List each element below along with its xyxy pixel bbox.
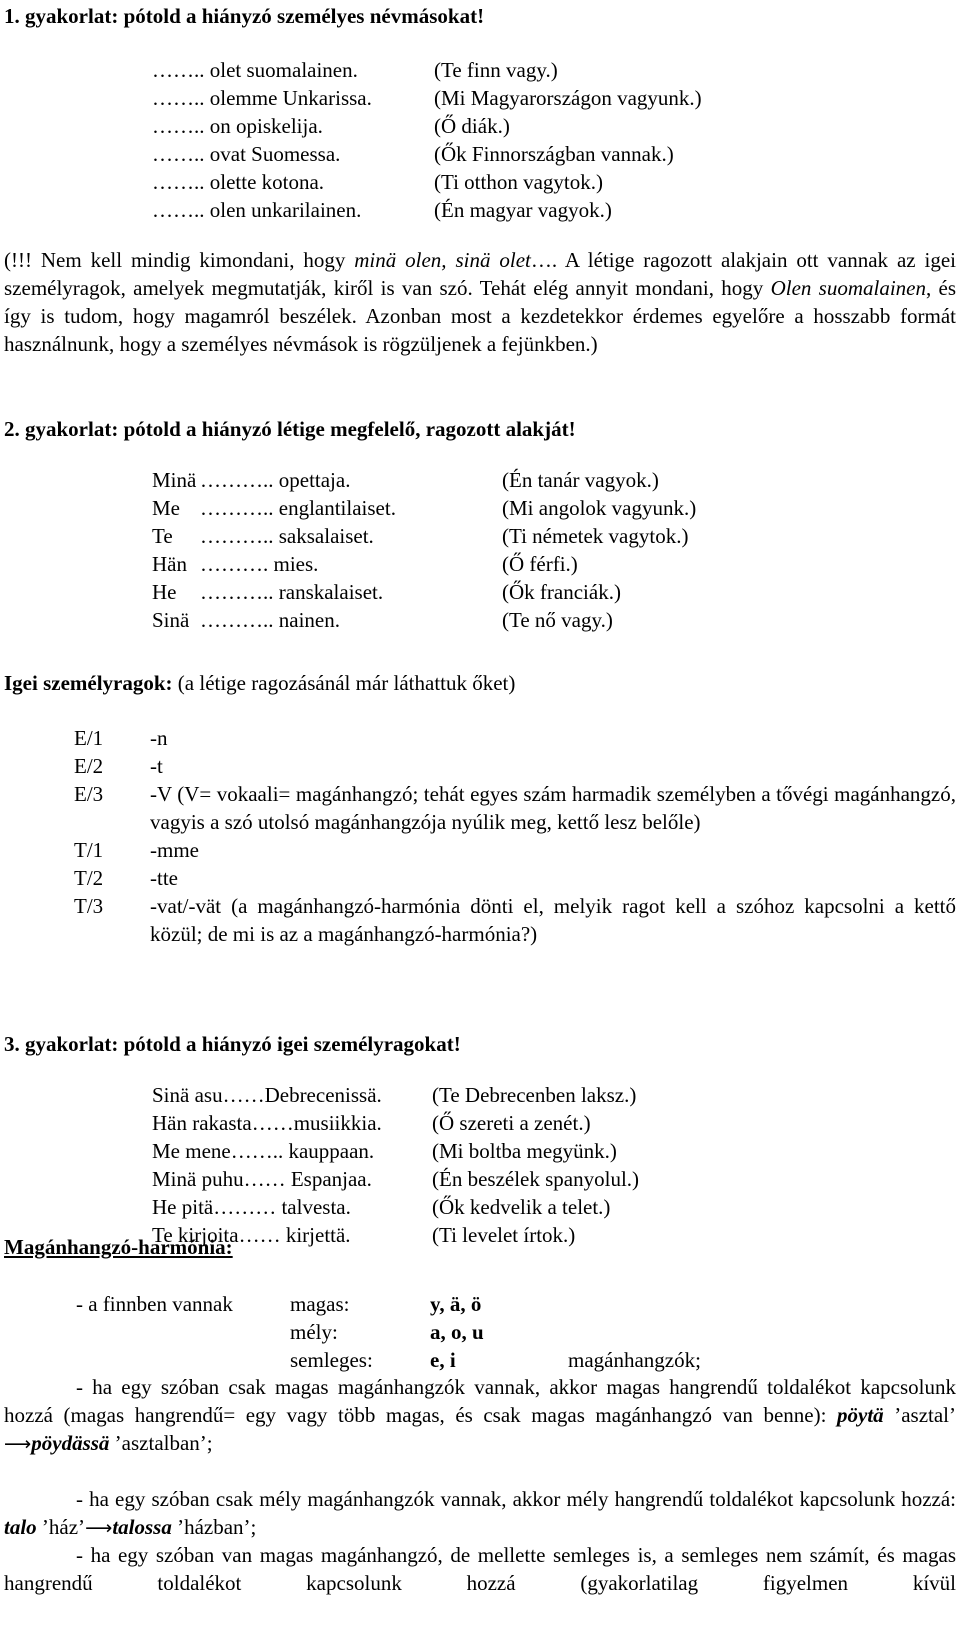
pronoun: Minä <box>152 468 197 492</box>
example-meaning: ’házban’; <box>171 1515 257 1539</box>
table-row <box>152 466 696 494</box>
finnish-sentence: Minä puhu…… Espanjaa. <box>152 1167 372 1191</box>
rule-text: - ha egy szóban van magas magánhangzó, de mellette semleges is, a semleges nem számít, és magas hangrendű toldalékot kapcsolunk hozzá (gyakorlatilag figyelmen kívül <box>4 1543 956 1595</box>
exercise-3-table <box>152 1081 639 1249</box>
table-row <box>152 1109 639 1137</box>
hungarian-translation: (Ti levelet írtok.) <box>432 1223 576 1247</box>
person-label: T/3 <box>74 894 104 918</box>
table-row <box>76 1290 701 1318</box>
hungarian-translation: (Mi boltba megyünk.) <box>432 1139 617 1163</box>
table-row <box>152 1137 639 1165</box>
suffix-value: -mme <box>150 838 199 862</box>
back-vowel-rule <box>4 1485 956 1542</box>
hungarian-translation: (Te Debrecenben laksz.) <box>432 1083 637 1107</box>
pronoun: Me <box>152 496 180 520</box>
vowel-intro: - a finnben vannak <box>76 1292 233 1316</box>
hungarian-translation: (Te nő vagy.) <box>502 608 613 632</box>
table-row <box>152 196 702 224</box>
suffix-value: -n <box>150 726 168 750</box>
example-meaning: ’ház’ <box>36 1515 86 1539</box>
example-word: talo <box>4 1515 37 1539</box>
verb-suffixes-title: Igei személyragok: <box>4 671 173 695</box>
table-row <box>152 606 696 634</box>
arrow-icon: ⟶ <box>4 1433 32 1455</box>
list-item <box>74 892 956 948</box>
verb-suffix-list <box>74 724 956 948</box>
pronoun: Te <box>152 524 173 548</box>
hungarian-translation: (Te finn vagy.) <box>434 58 558 82</box>
hungarian-translation: (Ők kedvelik a telet.) <box>432 1195 611 1219</box>
note-italic-example: minä olen, sinä olet <box>354 248 531 272</box>
finnish-sentence: …….. on opiskelija. <box>152 114 323 138</box>
list-item <box>74 864 956 892</box>
hungarian-translation: (Én tanár vagyok.) <box>502 468 659 492</box>
suffix-value: -vat/-vät (a magánhangzó-harmónia dönti el, melyik ragot kell a szóhoz kapcsolni a kettő közül; de mi is az a magánhangzó-harmónia?) <box>150 894 956 946</box>
table-row <box>152 84 702 112</box>
table-row <box>152 522 696 550</box>
vowel-harmony-heading <box>4 1233 233 1261</box>
list-item <box>74 780 956 836</box>
finnish-sentence: Hän rakasta……musiikkia. <box>152 1111 382 1135</box>
vowel-class-label: mély: <box>290 1320 338 1344</box>
person-label: T/1 <box>74 838 104 862</box>
finnish-sentence: Sinä asu……Debrecenissä. <box>152 1083 382 1107</box>
vowel-list: y, ä, ö <box>430 1292 482 1316</box>
table-row <box>76 1346 701 1374</box>
pronoun: Sinä <box>152 608 190 632</box>
gap-sentence: ………. mies. <box>200 552 319 576</box>
vowel-tail <box>568 1318 701 1346</box>
table-row <box>76 1318 701 1346</box>
example-meaning: ’asztalban’; <box>109 1431 213 1455</box>
gap-sentence: ……….. englantilaiset. <box>200 496 396 520</box>
neutral-vowel-rule <box>4 1541 956 1597</box>
list-item <box>74 836 956 864</box>
person-label: E/2 <box>74 754 104 778</box>
person-label: T/2 <box>74 866 104 890</box>
hungarian-translation: (Ti otthon vagytok.) <box>434 170 603 194</box>
vowel-harmony-title: Magánhangzó-harmónia: <box>4 1235 233 1259</box>
verb-suffixes-heading <box>4 669 515 697</box>
hungarian-translation: (Mi Magyarországon vagyunk.) <box>434 86 702 110</box>
vowel-list: a, o, u <box>430 1320 484 1344</box>
hungarian-translation: (Én beszélek spanyolul.) <box>432 1167 640 1191</box>
gap-sentence: ……….. ranskalaiset. <box>200 580 384 604</box>
table-row <box>152 112 702 140</box>
gap-sentence: ……….. opettaja. <box>200 468 351 492</box>
vowel-class-table <box>76 1290 701 1374</box>
finnish-sentence: …….. olemme Unkarissa. <box>152 86 372 110</box>
vowel-list: e, i <box>430 1348 456 1372</box>
exercise-2-heading: 2. gyakorlat: pótold a hiányzó létige megfelelő, ragozott alakját! <box>4 417 576 441</box>
table-row <box>152 494 696 522</box>
hungarian-translation: (Ő szereti a zenét.) <box>432 1111 591 1135</box>
hungarian-translation: (Ők Finnországban vannak.) <box>434 142 674 166</box>
list-item <box>74 724 956 752</box>
finnish-sentence: Te kirjoita…… kirjettä. <box>152 1223 351 1247</box>
table-row <box>152 56 702 84</box>
table-row <box>152 140 702 168</box>
person-label: E/1 <box>74 726 104 750</box>
note-italic-example: Olen suomalainen <box>770 276 926 300</box>
finnish-sentence: …….. olen unkarilainen. <box>152 198 362 222</box>
gap-sentence: ……….. nainen. <box>200 608 340 632</box>
hungarian-translation: (Ő férfi.) <box>502 552 578 576</box>
list-item <box>74 752 956 780</box>
hungarian-translation: (Én magyar vagyok.) <box>434 198 612 222</box>
person-label: E/3 <box>74 782 104 806</box>
note-text: (!!! Nem kell mindig kimondani, hogy <box>4 248 355 272</box>
vowel-tail <box>568 1290 701 1318</box>
table-row <box>152 550 696 578</box>
example-meaning: ’asztal’ <box>883 1403 956 1427</box>
suffix-value: -V (V= vokaali= magánhangzó; tehát egyes szám harmadik személyben a tővégi magánhangzó, vagyis a szó utolsó magánhangzója nyúlik meg, kettő lesz belőle) <box>150 782 956 834</box>
finnish-sentence: He pitä……… talvesta. <box>152 1195 351 1219</box>
hungarian-translation: (Ők franciák.) <box>502 580 621 604</box>
verb-suffixes-subtitle: (a létige ragozásánál már láthattuk őket) <box>172 671 516 695</box>
arrow-icon: ⟶ <box>85 1517 113 1539</box>
finnish-sentence: …….. ovat Suomessa. <box>152 142 341 166</box>
front-vowel-rule <box>4 1373 956 1458</box>
table-row <box>152 1193 639 1221</box>
vowel-class-label: semleges: <box>290 1348 373 1372</box>
exercise-3-heading: 3. gyakorlat: pótold a hiányzó igei személyragokat! <box>4 1032 461 1056</box>
pronoun: Hän <box>152 552 187 576</box>
hungarian-translation: (Ti németek vagytok.) <box>502 524 689 548</box>
vowel-class-label: magas: <box>290 1292 350 1316</box>
exercise-1-table <box>152 56 702 224</box>
rule-text: - ha egy szóban csak mély magánhangzók vannak, akkor mély hangrendű toldalékot kapcsolunk hozzá: <box>76 1487 956 1511</box>
pronoun: He <box>152 580 177 604</box>
finnish-sentence: …….. olet suomalainen. <box>152 58 358 82</box>
table-row <box>152 168 702 196</box>
table-row <box>152 578 696 606</box>
finnish-sentence: Me mene…….. kauppaan. <box>152 1139 375 1163</box>
note-text: …. A létige ragozott alakjain ott vannak az igei személyragok, amelyek megmutatják, kiről is van szó. Tehát elég annyit mondani, hogy <box>4 248 956 300</box>
pronoun-note <box>4 246 956 386</box>
example-word: talossa <box>112 1515 172 1539</box>
table-row <box>152 1165 639 1193</box>
exercise-1-heading: 1. gyakorlat: pótold a hiányzó személyes névmásokat! <box>4 4 485 28</box>
example-word: pöydässä <box>31 1431 110 1455</box>
example-word: pöytä <box>837 1403 884 1427</box>
note-text: , és így is tudom, hogy magamról beszélek. Azonban most a kezdetekkor érdemes egyelőre a hosszabb formát használnunk, hogy a személyes névmások is rögzüljenek a fejünkben.) <box>4 276 957 356</box>
finnish-sentence: …….. olette kotona. <box>152 170 325 194</box>
hungarian-translation: (Ő diák.) <box>434 114 510 138</box>
rule-text: - ha egy szóban csak magas magánhangzók vannak, akkor magas hangrendű toldalékot kapcsolunk hozzá (magas hangrendű= egy vagy több magas, és csak magas magánhangzó van benne): <box>4 1375 956 1427</box>
suffix-value: -tte <box>150 866 178 890</box>
hungarian-translation: (Mi angolok vagyunk.) <box>502 496 697 520</box>
table-row <box>152 1081 639 1109</box>
exercise-2-table <box>152 466 696 634</box>
suffix-value: -t <box>150 754 163 778</box>
gap-sentence: ……….. saksalaiset. <box>200 524 374 548</box>
vowel-tail: magánhangzók; <box>568 1348 701 1372</box>
